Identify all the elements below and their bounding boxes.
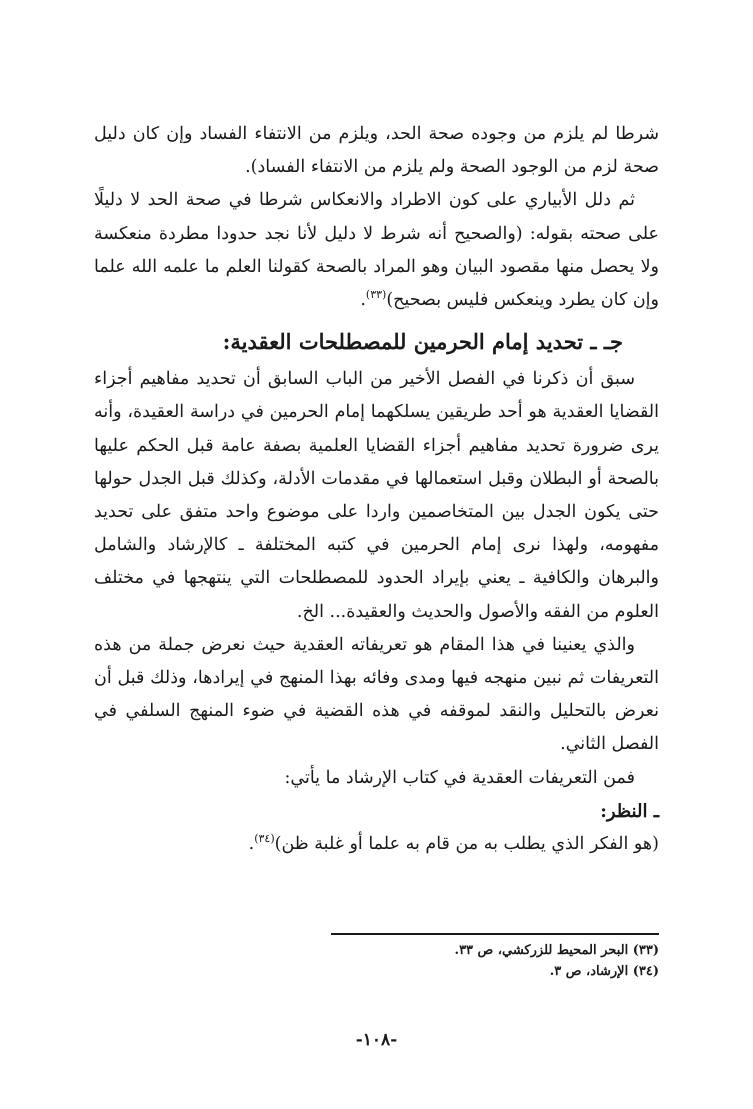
paragraph-3: سبق أن ذكرنا في الفصل الأخير من الباب السابق أن تحديد مفاهيم أجزاء القضايا العقدية هو أحد طريقين يسلكهما إمام الحرمين في دراسة العقيدة، وأنه يرى ضرورة تحديد مفاهيم أجزاء القضايا العلمية بصفة عامة قبل الحكم عليها بالصحة أو البطلان وقبل استعمالها في مقدمات الأدلة، وكذلك قبل الجدل حولها حتى يكون الجدل بين المتخاصمين واردا على موضوع واحد متفق على تحديد مفهومه، ولهذا نرى إمام الحرمين في كتبه المختلفة ـ كالإرشاد والشامل والبرهان والكافية ـ يعني بإيراد الحدود للمصطلحات التي ينتهجها في مختلف العلوم من الفقه والأصول والحديث والعقيدة... الخ. (94, 369, 659, 622)
term-heading: ـ النظر: (600, 800, 659, 822)
paragraph-2 (94, 184, 659, 317)
page-number: -١٠٨- (355, 1030, 398, 1050)
definition-paragraph (94, 828, 659, 861)
definition-text: (هو الفكر الذي يطلب به من قام به علما أو غلبة ظن) (274, 833, 659, 854)
paragraph-5: فمن التعريفات العقدية في كتاب الإرشاد ما يأتي: (284, 767, 635, 788)
footnote-34: (٣٤) الإرشاد، ص ٣. (549, 964, 659, 979)
footnote-33: (٣٣) البحر المحيط للزركشي، ص ٣٣. (454, 943, 659, 958)
footnote-ref-33: (٣٣) (365, 288, 387, 302)
paragraph-1: شرطا لم يلزم من وجوده صحة الحد، ويلزم من الانتفاء الفساد وإن كان دليل صحة لزم من الوجود الصحة ولم يلزم من الانتفاء الفساد). (94, 124, 659, 178)
definition-end: . (248, 833, 255, 854)
main-text (94, 118, 659, 861)
footnote-divider (331, 933, 659, 935)
paragraph-4: والذي يعنينا في هذا المقام هو تعريفاته العقدية حيث نعرض جملة من هذه التعريفات ثم نبين منهجه فيها ومدى وفائه بهذا المنهج في إيرادها، وذلك قبل أن نعرض بالتحليل والنقد لموقفه في هذه القضية في ضوء المنهج السلفي في الفصل الثاني. (94, 634, 659, 755)
footnote-ref-34: (٣٤) (254, 832, 275, 846)
footnotes (331, 940, 659, 982)
section-heading: جـ ـ تحديد إمام الحرمين للمصطلحات العقدية: (222, 329, 623, 355)
paragraph-2-text: ثم دلل الأبياري على كون الاطراد والانعكاس شرطا في صحة الحد لا دليلًا على صحته بقوله: (والصحيح أنه شرط لا دليل لأنا نجد حدودا مطردة منعكسة ولا يحصل منها مقصود البيان وهو المراد بالصحة كقولنا العلم ما علمه الله علما وإن كان يطرد وينعكس فليس بصحيح) (94, 190, 659, 311)
paragraph-2-end: . (360, 290, 366, 311)
